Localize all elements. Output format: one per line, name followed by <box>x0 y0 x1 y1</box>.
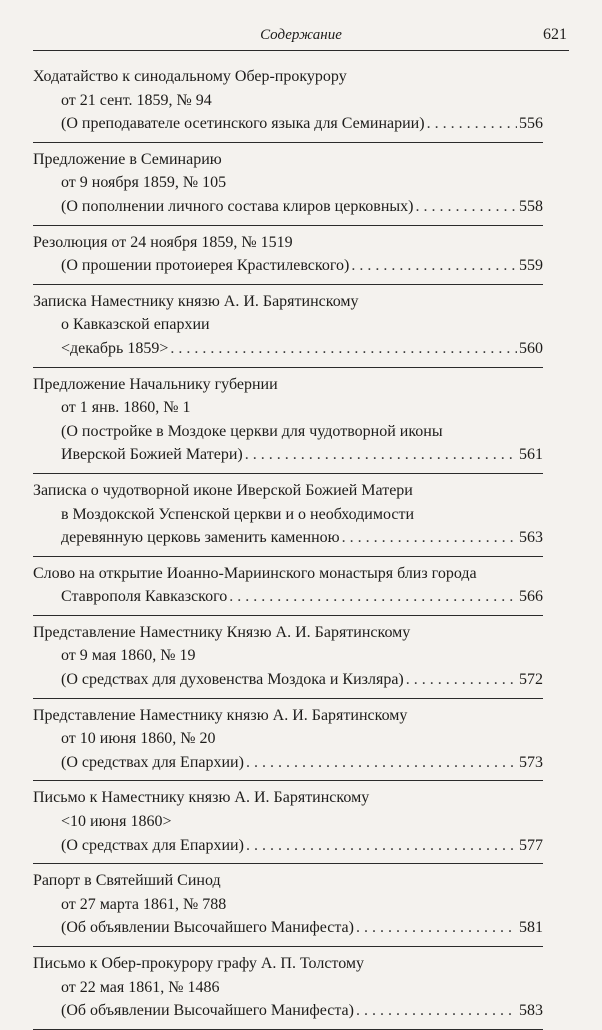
dot-leader <box>415 195 517 219</box>
toc-entry[interactable] <box>33 781 543 864</box>
toc-entry-detail: от 9 мая 1860, № 19 <box>61 647 196 665</box>
toc-page-number: 559 <box>519 257 543 275</box>
running-header <box>33 20 569 51</box>
toc-entry-last-line <box>33 668 543 692</box>
toc-page-number: 583 <box>519 1002 543 1020</box>
toc-entry-title: Письмо к Наместнику князю А. И. Барятинскому <box>33 789 370 807</box>
toc-page-number: 556 <box>519 115 543 133</box>
toc-entry[interactable] <box>33 699 543 782</box>
toc-page-number: 572 <box>519 671 543 689</box>
toc-entry-title: Письмо к Обер-прокурору графу А. П. Толстому <box>33 955 365 972</box>
toc-entry-last-line <box>33 254 543 278</box>
toc-entry-detail: от 9 ноября 1859, № 105 <box>61 174 227 192</box>
dot-leader <box>406 668 517 692</box>
toc-entry-text: (Об объявлении Высочайшего Манифеста) <box>61 1002 354 1020</box>
dot-leader <box>351 254 517 278</box>
toc-entry[interactable] <box>33 143 543 226</box>
toc-entry-detail: от 1 янв. 1860, № 1 <box>61 399 191 417</box>
toc-page-number: 563 <box>519 529 543 547</box>
toc-entry[interactable] <box>33 60 543 143</box>
toc-entry-title: Представление Наместнику князю А. И. Барятинскому <box>33 706 408 724</box>
toc-page-number: 577 <box>519 836 543 854</box>
toc-entry-detail: о Кавказской епархии <box>61 316 210 334</box>
header-title: Содержание <box>260 27 342 43</box>
toc-entry-title: Резолюция от 24 ноября 1859, № 1519 <box>33 233 293 251</box>
toc-entry-text: Ставрополя Кавказского <box>61 588 228 606</box>
toc-entry-last-line <box>33 585 543 609</box>
toc-entry-text: (О средствах для Епархии) <box>61 836 244 854</box>
dot-leader <box>246 834 517 858</box>
toc-page-number: 558 <box>519 197 543 215</box>
toc-entry-title: Рапорт в Святейший Синод <box>33 872 221 890</box>
toc-entry-detail: в Моздокской Успенской церкви и о необходимости <box>61 505 415 523</box>
toc-entry[interactable] <box>33 474 543 557</box>
toc-page-number: 560 <box>519 339 543 357</box>
toc-entry-last-line <box>33 443 543 467</box>
toc-entry-detail: от 27 марта 1861, № 788 <box>61 895 227 913</box>
header-page-number: 621 <box>543 26 567 43</box>
dot-leader <box>246 751 517 775</box>
toc-entry-text: (Об объявлении Высочайшего Манифеста) <box>61 919 354 937</box>
toc-entry-detail: (О постройке в Моздоке церкви для чудотворной иконы <box>61 422 443 440</box>
toc-page-number: 561 <box>519 446 543 464</box>
dot-leader <box>427 112 517 136</box>
toc-entry[interactable] <box>33 947 543 1030</box>
toc-entry-text: Иверской Божией Матери) <box>61 446 243 464</box>
table-of-contents <box>33 60 543 1030</box>
toc-entry-text: (О прошении протоиерея Крастилевского) <box>61 257 350 275</box>
toc-entry[interactable] <box>33 226 543 285</box>
toc-entry[interactable] <box>33 557 543 616</box>
toc-page-number: 566 <box>519 588 543 606</box>
dot-leader <box>356 916 517 940</box>
toc-entry-title: Предложение в Семинарию <box>33 150 222 168</box>
toc-entry-detail: <10 июня 1860> <box>61 813 172 831</box>
toc-entry[interactable] <box>33 368 543 474</box>
toc-entry-last-line <box>33 751 543 775</box>
toc-entry-last-line <box>33 337 543 361</box>
toc-entry-title: Записка Наместнику князю А. И. Барятинскому <box>33 292 359 310</box>
toc-entry-text: <декабрь 1859> <box>61 339 169 357</box>
toc-page-number: 581 <box>519 919 543 937</box>
dot-leader <box>170 337 517 361</box>
toc-entry-last-line <box>33 999 543 1023</box>
dot-leader <box>245 443 517 467</box>
toc-entry-title: Ходатайство к синодальному Обер-прокурору <box>33 68 347 85</box>
toc-entry-text: (О средствах для Епархии) <box>61 753 244 771</box>
toc-entry[interactable] <box>33 285 543 368</box>
toc-entry-text: (О средствах для духовенства Моздока и Кизляра) <box>61 671 404 689</box>
toc-entry[interactable] <box>33 616 543 699</box>
toc-entry-text: (О преподавателе осетинского языка для Семинарии) <box>61 115 425 133</box>
toc-page-number: 573 <box>519 753 543 771</box>
dot-leader <box>356 999 517 1023</box>
toc-entry-detail: от 21 сент. 1859, № 94 <box>61 91 212 109</box>
toc-entry-text: деревянную церковь заменить каменною <box>61 529 340 547</box>
dot-leader <box>342 526 517 550</box>
toc-entry-last-line <box>33 195 543 219</box>
toc-entry-text: (О пополнении личного состава клиров церковных) <box>61 197 414 215</box>
toc-entry-last-line <box>33 916 543 940</box>
toc-entry-last-line <box>33 112 543 136</box>
toc-entry-title: Представление Наместнику Князю А. И. Барятинскому <box>33 623 411 641</box>
dot-leader <box>229 585 517 609</box>
toc-entry-detail: от 10 июня 1860, № 20 <box>61 730 216 748</box>
toc-entry-last-line <box>33 834 543 858</box>
toc-entry-last-line <box>33 526 543 550</box>
toc-entry-detail: от 22 мая 1861, № 1486 <box>61 978 220 996</box>
toc-entry-title: Слово на открытие Иоанно-Мариинского монастыря близ города <box>33 564 477 582</box>
toc-entry[interactable] <box>33 864 543 947</box>
toc-entry-title: Предложение Начальнику губернии <box>33 375 278 393</box>
toc-entry-title: Записка о чудотворной иконе Иверской Божией Матери <box>33 481 413 499</box>
